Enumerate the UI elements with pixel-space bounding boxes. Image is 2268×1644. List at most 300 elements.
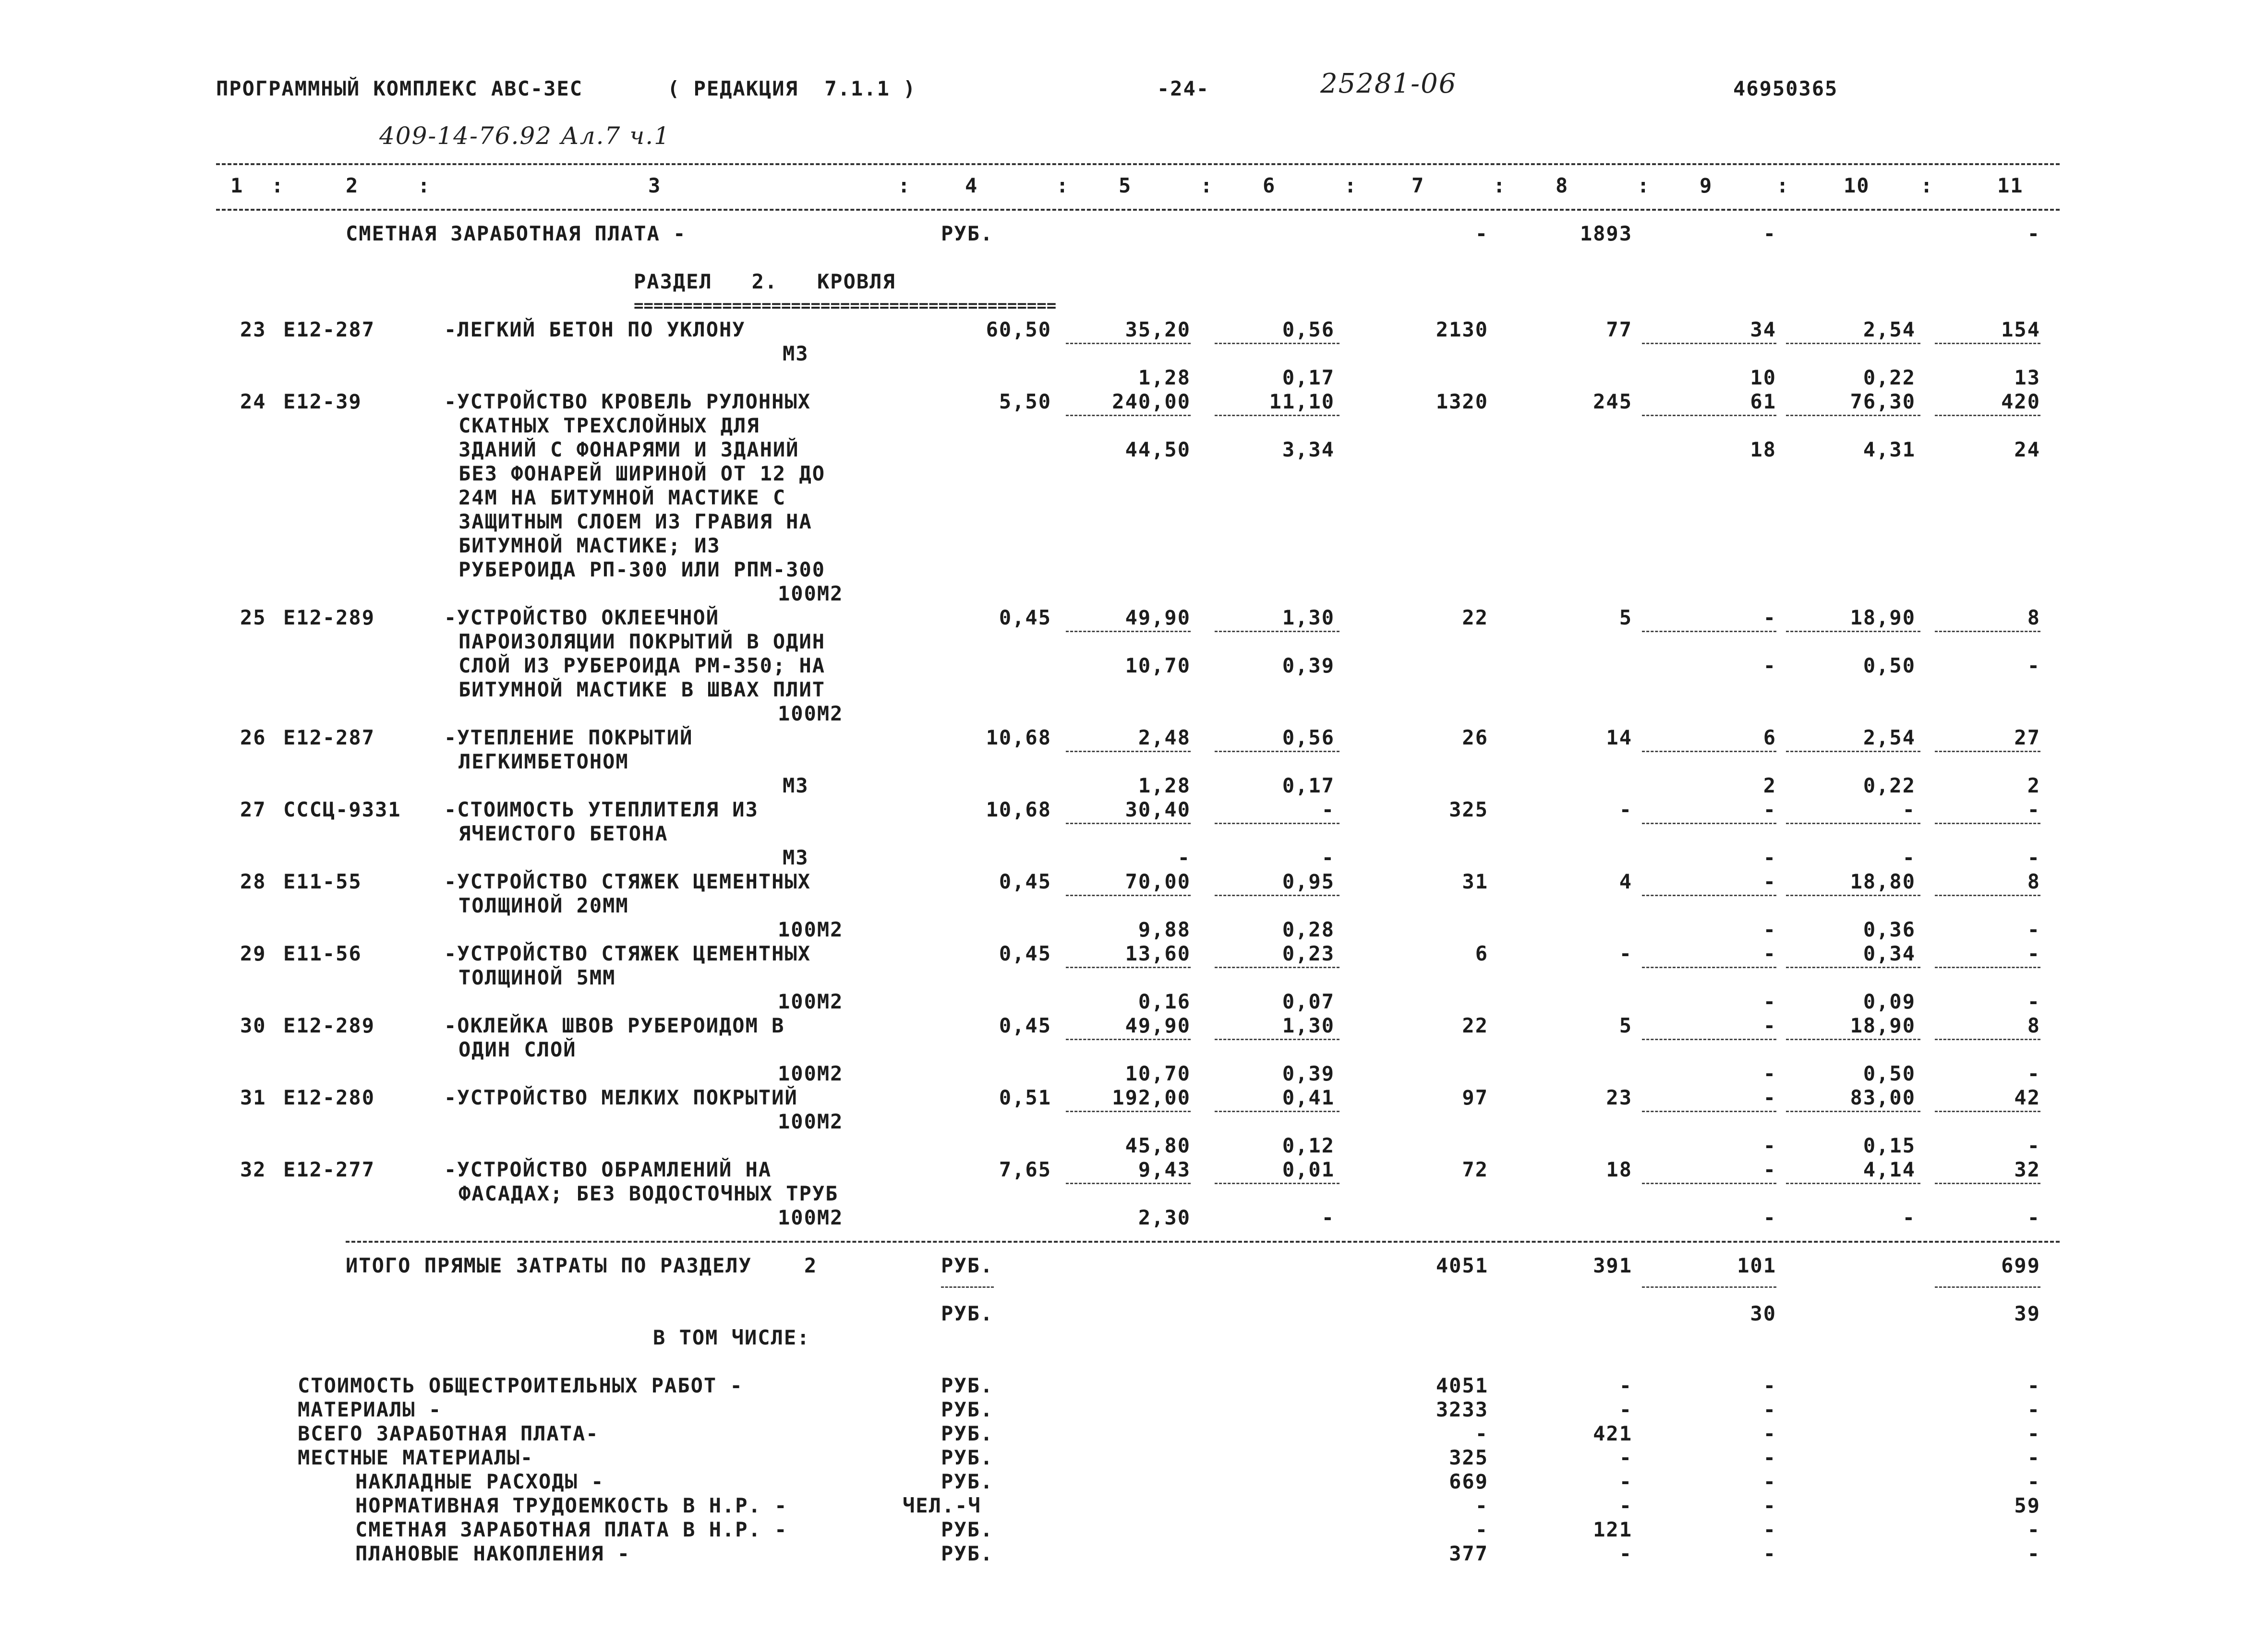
totals-c9-rule <box>1642 1286 1776 1288</box>
totals-c11: 699 <box>2001 1254 2040 1277</box>
row-s5: 0,16 <box>1138 990 1191 1013</box>
row-description: -УСТРОЙСТВО СТЯЖЕК ЦЕМЕНТНЫХ <box>444 870 811 893</box>
totals-s9: 30 <box>1750 1302 1776 1325</box>
row-c6: 1,30 <box>1282 1014 1335 1037</box>
row-number: 30 <box>240 1014 266 1037</box>
row-s11: - <box>2027 918 2040 941</box>
row-c6: - <box>1321 798 1335 821</box>
row-c9: 6 <box>1763 726 1776 749</box>
row-unit: М3 <box>783 342 809 365</box>
row-description: -УСТРОЙСТВО ОБРАМЛЕНИЙ НА <box>444 1158 772 1181</box>
row-c7: 22 <box>1462 1014 1488 1037</box>
row-rule-c10 <box>1786 1039 1920 1040</box>
column-separator: : <box>1056 174 1069 197</box>
section-underline: =========================================== <box>634 296 1057 315</box>
row-description: -УСТРОЙСТВО МЕЛКИХ ПОКРЫТИЙ <box>444 1086 798 1109</box>
row-c10: 4,14 <box>1863 1158 1916 1181</box>
row-s6: 0,28 <box>1282 918 1335 941</box>
summary-c11: - <box>2027 1446 2040 1469</box>
row-c6: 11,10 <box>1269 390 1335 413</box>
row-description: ЗАЩИТНЫМ СЛОЕМ ИЗ ГРАВИЯ НА <box>458 510 812 533</box>
row-c10: - <box>1902 798 1916 821</box>
row-c7: 26 <box>1462 726 1488 749</box>
summary-unit: РУБ. <box>941 1518 994 1541</box>
summary-unit: РУБ. <box>941 1374 994 1397</box>
row-s11: 2 <box>2027 774 2040 797</box>
row-number: 32 <box>240 1158 266 1181</box>
summary-label: МАТЕРИАЛЫ - <box>298 1398 442 1421</box>
row-c9: - <box>1763 870 1776 893</box>
row-rule-c5 <box>1066 823 1191 824</box>
row-s5: 9,88 <box>1138 918 1191 941</box>
row-c4: 0,45 <box>999 942 1051 965</box>
row-c5: 49,90 <box>1125 606 1191 629</box>
row-c8: 77 <box>1606 318 1632 341</box>
row-unit: 100М2 <box>778 702 844 725</box>
summary-label: ПЛАНОВЫЕ НАКОПЛЕНИЯ - <box>355 1542 631 1565</box>
row-unit: М3 <box>783 846 809 869</box>
doc-code: 25281-06 <box>1320 68 1457 99</box>
row-code: Е12-289 <box>283 606 375 629</box>
row-rule-c6 <box>1215 343 1339 344</box>
row-c8: 18 <box>1606 1158 1632 1181</box>
row-description: -УТЕПЛЕНИЕ ПОКРЫТИЙ <box>444 726 693 749</box>
row-c8: 5 <box>1619 606 1632 629</box>
summary-c9: - <box>1763 1542 1776 1565</box>
row-description: ЛЕГКИМБЕТОНОМ <box>458 750 629 773</box>
row-s9: - <box>1763 1134 1776 1157</box>
row-c11: 8 <box>2027 870 2040 893</box>
column-separator: : <box>271 174 284 197</box>
summary-label: ВСЕГО ЗАРАБОТНАЯ ПЛАТА- <box>298 1422 599 1445</box>
row-s10: 0,36 <box>1863 918 1916 941</box>
row-c11: 420 <box>2001 390 2040 413</box>
row-rule-c9 <box>1642 631 1776 632</box>
row-unit: 100М2 <box>778 1206 844 1229</box>
column-separator: : <box>898 174 910 197</box>
row-code: СССЦ-9331 <box>283 798 401 821</box>
row-c7: 1320 <box>1436 390 1488 413</box>
row-description: -УСТРОЙСТВО СТЯЖЕК ЦЕМЕНТНЫХ <box>444 942 811 965</box>
summary-c8: - <box>1619 1470 1632 1493</box>
totals-c7: 4051 <box>1436 1254 1488 1277</box>
row-rule-c6 <box>1215 1183 1339 1184</box>
rule-totals <box>346 1241 2060 1243</box>
summary-c11: - <box>2027 1518 2040 1541</box>
column-number: 1 <box>230 174 244 197</box>
row-s5: 44,50 <box>1125 438 1191 461</box>
row-description: -УСТРОЙСТВО КРОВЕЛЬ РУЛОННЫХ <box>444 390 811 413</box>
summary-c7: 325 <box>1449 1446 1488 1469</box>
row-rule-c11 <box>1935 415 2040 416</box>
row-s11: - <box>2027 1134 2040 1157</box>
row-c10: 76,30 <box>1850 390 1916 413</box>
column-separator: : <box>418 174 430 197</box>
row-c8: - <box>1619 942 1632 965</box>
row-s6: 0,39 <box>1282 1062 1335 1085</box>
row-rule-c9 <box>1642 751 1776 752</box>
row-rule-c9 <box>1642 1039 1776 1040</box>
summary-c8: - <box>1619 1446 1632 1469</box>
row-c5: 9,43 <box>1138 1158 1191 1181</box>
edition-label: ( РЕДАКЦИЯ 7.1.1 ) <box>667 77 917 100</box>
column-number: 4 <box>965 174 978 197</box>
row-rule-c11 <box>1935 1111 2040 1112</box>
column-separator: : <box>1920 174 1933 197</box>
row-c4: 0,45 <box>999 870 1051 893</box>
row-description: -СТОИМОСТЬ УТЕПЛИТЕЛЯ ИЗ <box>444 798 759 821</box>
row-c11: 42 <box>2014 1086 2040 1109</box>
row-number: 24 <box>240 390 266 413</box>
row-rule-c6 <box>1215 967 1339 968</box>
summary-c7: 377 <box>1449 1542 1488 1565</box>
row-rule-c9 <box>1642 967 1776 968</box>
summary-c8: - <box>1619 1398 1632 1421</box>
row-rule-c9 <box>1642 1183 1776 1184</box>
page-number: -24- <box>1157 77 1210 100</box>
column-number: 6 <box>1263 174 1276 197</box>
row-s5: 10,70 <box>1125 654 1191 677</box>
row-s5: 45,80 <box>1125 1134 1191 1157</box>
row-c7: 97 <box>1462 1086 1488 1109</box>
column-number: 8 <box>1556 174 1569 197</box>
row-s5: 10,70 <box>1125 1062 1191 1085</box>
summary-c11: - <box>2027 1398 2040 1421</box>
row-s9: - <box>1763 1206 1776 1229</box>
summary-c7: - <box>1475 1422 1488 1445</box>
row-s11: - <box>2027 1062 2040 1085</box>
summary-c11: - <box>2027 1470 2040 1493</box>
row-s6: 3,34 <box>1282 438 1335 461</box>
including-label: В ТОМ ЧИСЛЕ: <box>653 1326 810 1349</box>
row-c10: 83,00 <box>1850 1086 1916 1109</box>
summary-c8: 121 <box>1593 1518 1632 1541</box>
column-separator: : <box>1637 174 1650 197</box>
row-s9: - <box>1763 1062 1776 1085</box>
row-c7: 72 <box>1462 1158 1488 1181</box>
summary-c8: - <box>1619 1494 1632 1517</box>
row-c5: 13,60 <box>1125 942 1191 965</box>
row-s9: - <box>1763 654 1776 677</box>
row-s10: 0,15 <box>1863 1134 1916 1157</box>
row-rule-c6 <box>1215 1111 1339 1112</box>
summary-c9: - <box>1763 1470 1776 1493</box>
row-rule-c9 <box>1642 1111 1776 1112</box>
row-s6: 0,17 <box>1282 366 1335 389</box>
row-rule-c11 <box>1935 895 2040 896</box>
row-rule-c11 <box>1935 343 2040 344</box>
row-rule-c10 <box>1786 967 1920 968</box>
row-code: Е12-39 <box>283 390 362 413</box>
row-rule-c6 <box>1215 751 1339 752</box>
row-s5: 1,28 <box>1138 774 1191 797</box>
row-s10: 0,22 <box>1863 366 1916 389</box>
row-c6: 0,01 <box>1282 1158 1335 1181</box>
row-number: 25 <box>240 606 266 629</box>
totals-unit-rule <box>941 1286 994 1288</box>
row-c6: 0,95 <box>1282 870 1335 893</box>
row-c6: 0,56 <box>1282 726 1335 749</box>
row-rule-c9 <box>1642 823 1776 824</box>
row-number: 31 <box>240 1086 266 1109</box>
row-description: ПАРОИЗОЛЯЦИИ ПОКРЫТИЙ В ОДИН <box>458 630 826 653</box>
row-c7: 22 <box>1462 606 1488 629</box>
summary-c11: - <box>2027 1374 2040 1397</box>
row-rule-c11 <box>1935 631 2040 632</box>
row-code: Е11-55 <box>283 870 362 893</box>
row-c11: 32 <box>2014 1158 2040 1181</box>
row-c4: 5,50 <box>999 390 1051 413</box>
row-s10: 0,22 <box>1863 774 1916 797</box>
row-description: 24М НА БИТУМНОЙ МАСТИКЕ С <box>458 486 786 509</box>
row-description: БЕЗ ФОНАРЕЙ ШИРИНОЙ ОТ 12 ДО <box>458 462 826 485</box>
row-description: СКАТНЫХ ТРЕХСЛОЙНЫХ ДЛЯ <box>458 414 760 437</box>
totals-label: ИТОГО ПРЯМЫЕ ЗАТРАТЫ ПО РАЗДЕЛУ 2 <box>346 1254 818 1277</box>
row-c10: 0,34 <box>1863 942 1916 965</box>
row-rule-c5 <box>1066 1183 1191 1184</box>
summary-c9: - <box>1763 1494 1776 1517</box>
doc-number: 46950365 <box>1733 77 1838 100</box>
row-number: 26 <box>240 726 266 749</box>
summary-c9: - <box>1763 1518 1776 1541</box>
row-rule-c6 <box>1215 823 1339 824</box>
row-c5: 30,40 <box>1125 798 1191 821</box>
row-rule-c5 <box>1066 415 1191 416</box>
summary-c8: - <box>1619 1374 1632 1397</box>
row-c11: - <box>2027 798 2040 821</box>
row-description: РУБЕРОИДА РП-300 ИЛИ РПМ-300 <box>458 558 826 581</box>
row-c7: 325 <box>1449 798 1488 821</box>
column-number: 7 <box>1411 174 1425 197</box>
row-rule-c10 <box>1786 895 1920 896</box>
row-rule-c11 <box>1935 751 2040 752</box>
row-rule-c10 <box>1786 415 1920 416</box>
row-s6: 0,39 <box>1282 654 1335 677</box>
totals-c11-rule <box>1935 1286 2040 1288</box>
summary-label: НАКЛАДНЫЕ РАСХОДЫ - <box>355 1470 604 1493</box>
row-c10: 18,90 <box>1850 1014 1916 1037</box>
row-c10: 18,90 <box>1850 606 1916 629</box>
row-c4: 7,65 <box>999 1158 1051 1181</box>
row-c9: - <box>1763 1086 1776 1109</box>
row-code: Е11-56 <box>283 942 362 965</box>
row-rule-c11 <box>1935 823 2040 824</box>
row-s11: 13 <box>2014 366 2040 389</box>
row-c9: - <box>1763 1014 1776 1037</box>
row-c6: 0,56 <box>1282 318 1335 341</box>
row-c4: 0,45 <box>999 1014 1051 1037</box>
row-number: 27 <box>240 798 266 821</box>
rule-top <box>216 163 2060 165</box>
row-s9: 18 <box>1750 438 1776 461</box>
row-c5: 192,00 <box>1112 1086 1191 1109</box>
row-rule-c5 <box>1066 631 1191 632</box>
row-unit: 100М2 <box>778 990 844 1013</box>
row-rule-c5 <box>1066 1111 1191 1112</box>
row-c8: 14 <box>1606 726 1632 749</box>
row-description: -ОКЛЕЙКА ШВОВ РУБЕРОИДОМ В <box>444 1014 785 1037</box>
row-c4: 10,68 <box>986 726 1051 749</box>
summary-label: МЕСТНЫЕ МАТЕРИАЛЫ- <box>298 1446 534 1469</box>
row-s10: 4,31 <box>1863 438 1916 461</box>
row-c11: 27 <box>2014 726 2040 749</box>
row-rule-c10 <box>1786 631 1920 632</box>
column-number: 9 <box>1700 174 1713 197</box>
row-s6: 0,17 <box>1282 774 1335 797</box>
row-c9: - <box>1763 606 1776 629</box>
top-line-c8: 1893 <box>1580 222 1632 245</box>
row-c9: 34 <box>1750 318 1776 341</box>
totals-c9: 101 <box>1737 1254 1776 1277</box>
row-c9: - <box>1763 798 1776 821</box>
row-c10: 2,54 <box>1863 318 1916 341</box>
row-c6: 0,41 <box>1282 1086 1335 1109</box>
row-c11: 8 <box>2027 606 2040 629</box>
row-s10: 0,09 <box>1863 990 1916 1013</box>
totals-unit: РУБ. <box>941 1254 994 1277</box>
top-line-c9: - <box>1763 222 1776 245</box>
summary-c8: 421 <box>1593 1422 1632 1445</box>
row-description: ТОЛЩИНОЙ 20ММ <box>458 894 629 917</box>
row-rule-c11 <box>1935 1183 2040 1184</box>
row-s10: 0,50 <box>1863 1062 1916 1085</box>
row-rule-c10 <box>1786 1183 1920 1184</box>
row-rule-c5 <box>1066 1039 1191 1040</box>
row-s10: - <box>1902 846 1916 869</box>
row-s11: 24 <box>2014 438 2040 461</box>
row-rule-c5 <box>1066 895 1191 896</box>
top-line-unit: РУБ. <box>941 222 994 245</box>
row-s11: - <box>2027 990 2040 1013</box>
row-c5: 2,48 <box>1138 726 1191 749</box>
row-rule-c6 <box>1215 415 1339 416</box>
row-c4: 0,45 <box>999 606 1051 629</box>
row-c8: 245 <box>1593 390 1632 413</box>
totals-unit2: РУБ. <box>941 1302 994 1325</box>
row-s9: 2 <box>1763 774 1776 797</box>
row-s11: - <box>2027 846 2040 869</box>
row-description: ЗДАНИЙ С ФОНАРЯМИ И ЗДАНИЙ <box>458 438 799 461</box>
summary-c9: - <box>1763 1446 1776 1469</box>
row-c5: 49,90 <box>1125 1014 1191 1037</box>
summary-unit: РУБ. <box>941 1542 994 1565</box>
row-rule-c5 <box>1066 751 1191 752</box>
column-number: 11 <box>1997 174 2024 197</box>
row-c9: 61 <box>1750 390 1776 413</box>
summary-unit: РУБ. <box>941 1446 994 1469</box>
row-c7: 6 <box>1475 942 1488 965</box>
row-s5: - <box>1177 846 1191 869</box>
row-description: БИТУМНОЙ МАСТИКЕ; ИЗ <box>458 534 721 557</box>
row-description: ТОЛЩИНОЙ 5ММ <box>458 966 616 989</box>
summary-label: СТОИМОСТЬ ОБЩЕСТРОИТЕЛЬНЫХ РАБОТ - <box>298 1374 743 1397</box>
row-s5: 1,28 <box>1138 366 1191 389</box>
summary-label: СМЕТНАЯ ЗАРАБОТНАЯ ПЛАТА В Н.Р. - <box>355 1518 788 1541</box>
row-description: ФАСАДАХ; БЕЗ ВОДОСТОЧНЫХ ТРУБ <box>458 1182 839 1205</box>
row-rule-c9 <box>1642 343 1776 344</box>
row-s6: 0,07 <box>1282 990 1335 1013</box>
row-s6: - <box>1321 846 1335 869</box>
row-description: ОДИН СЛОЙ <box>458 1038 577 1061</box>
summary-unit: РУБ. <box>941 1422 994 1445</box>
row-c6: 0,23 <box>1282 942 1335 965</box>
row-code: Е12-289 <box>283 1014 375 1037</box>
row-number: 28 <box>240 870 266 893</box>
row-number: 29 <box>240 942 266 965</box>
program-title: ПРОГРАММНЫЙ КОМПЛЕКС АВС-ЗЕС <box>216 77 583 100</box>
row-unit: М3 <box>783 774 809 797</box>
row-s6: - <box>1321 1206 1335 1229</box>
row-c11: 154 <box>2001 318 2040 341</box>
column-number: 10 <box>1844 174 1870 197</box>
row-rule-c5 <box>1066 967 1191 968</box>
row-c11: 8 <box>2027 1014 2040 1037</box>
project-ref: 409-14-76.92 Ал.7 ч.1 <box>379 122 670 150</box>
totals-s11: 39 <box>2014 1302 2040 1325</box>
summary-c11: 59 <box>2014 1494 2040 1517</box>
column-number: 2 <box>346 174 359 197</box>
summary-c7: 4051 <box>1436 1374 1488 1397</box>
row-rule-c6 <box>1215 1039 1339 1040</box>
row-s11: - <box>2027 654 2040 677</box>
row-unit: 100М2 <box>778 918 844 941</box>
summary-c7: - <box>1475 1518 1488 1541</box>
row-s10: 0,50 <box>1863 654 1916 677</box>
summary-c11: - <box>2027 1422 2040 1445</box>
summary-label: НОРМАТИВНАЯ ТРУДОЕМКОСТЬ В Н.Р. - <box>355 1494 788 1517</box>
row-rule-c5 <box>1066 343 1191 344</box>
top-line-c7: - <box>1475 222 1488 245</box>
row-code: Е12-287 <box>283 726 375 749</box>
summary-c9: - <box>1763 1398 1776 1421</box>
row-number: 23 <box>240 318 266 341</box>
top-line-c11: - <box>2027 222 2040 245</box>
row-c4: 60,50 <box>986 318 1051 341</box>
column-separator: : <box>1200 174 1213 197</box>
row-c5: 35,20 <box>1125 318 1191 341</box>
row-unit: 100М2 <box>778 1110 844 1133</box>
summary-unit: РУБ. <box>941 1398 994 1421</box>
column-number: 3 <box>648 174 662 197</box>
row-c5: 240,00 <box>1112 390 1191 413</box>
row-s11: - <box>2027 1206 2040 1229</box>
row-rule-c10 <box>1786 751 1920 752</box>
row-s9: - <box>1763 990 1776 1013</box>
row-c8: 5 <box>1619 1014 1632 1037</box>
summary-c9: - <box>1763 1422 1776 1445</box>
row-rule-c9 <box>1642 415 1776 416</box>
summary-c11: - <box>2027 1542 2040 1565</box>
row-code: Е12-287 <box>283 318 375 341</box>
row-c11: - <box>2027 942 2040 965</box>
summary-unit: РУБ. <box>941 1470 994 1493</box>
row-c7: 31 <box>1462 870 1488 893</box>
totals-c8: 391 <box>1593 1254 1632 1277</box>
row-code: Е12-280 <box>283 1086 375 1109</box>
row-rule-c6 <box>1215 895 1339 896</box>
summary-c7: 669 <box>1449 1470 1488 1493</box>
row-code: Е12-277 <box>283 1158 375 1181</box>
summary-c9: - <box>1763 1374 1776 1397</box>
row-c6: 1,30 <box>1282 606 1335 629</box>
rule-header <box>216 209 2060 211</box>
section-title: РАЗДЕЛ 2. КРОВЛЯ <box>634 270 896 293</box>
row-c10: 18,80 <box>1850 870 1916 893</box>
summary-c7: - <box>1475 1494 1488 1517</box>
column-separator: : <box>1493 174 1506 197</box>
row-s9: - <box>1763 846 1776 869</box>
row-unit: 100М2 <box>778 582 844 605</box>
